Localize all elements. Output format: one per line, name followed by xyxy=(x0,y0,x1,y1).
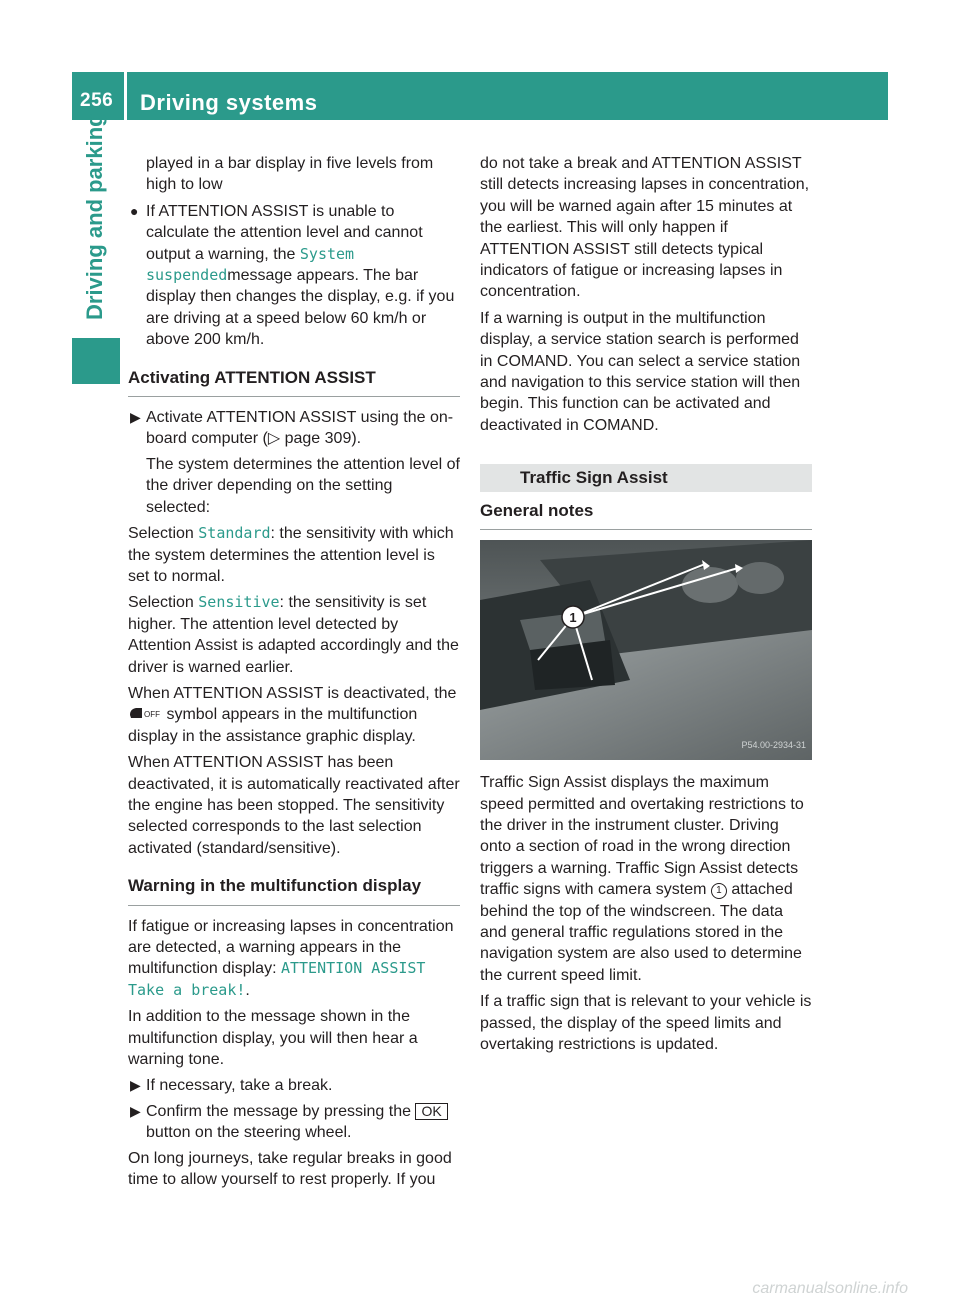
paragraph: In addition to the message shown in the multifunction display, you will then hear a warning tone. xyxy=(128,1008,418,1069)
display-message: Standard xyxy=(198,524,271,543)
windscreen-camera-figure xyxy=(480,540,812,760)
paragraph: On long journeys, take regular breaks in good time to allow yourself to rest properly. If you xyxy=(128,1149,452,1189)
paragraph: played in a bar display in five levels from high to low xyxy=(146,155,434,194)
left-column xyxy=(128,153,460,1195)
callout-1-icon: 1 xyxy=(711,883,727,899)
paragraph: Selection Sensitive: the sensitivity is set higher. The attention level detected by Attention Assist is adapted accordingly and the driver is warned earlier. xyxy=(128,593,459,676)
bullet-marker: ● xyxy=(130,202,139,219)
page-ref-icon: ▷ xyxy=(267,430,281,448)
instruction-item: ▶ If necessary, take a break. xyxy=(128,1075,460,1096)
paragraph: When ATTENTION ASSIST is deactivated, the OFF symbol appears in the multifunction display in the assistance graphic display. xyxy=(128,684,457,745)
subheading-activating: Activating ATTENTION ASSIST xyxy=(128,367,460,397)
paragraph: When ATTENTION ASSIST has been deactivated, it is automatically reactivated after the engine has been stopped. The sensitivity selected corresponds to the last selection activated (standard/sensitive). xyxy=(128,754,460,857)
figure-callout-1: 1 xyxy=(569,610,577,626)
car-interior-illustration xyxy=(480,540,812,760)
display-message: System suspended xyxy=(146,244,355,285)
paragraph: If a traffic sign that is relevant to your vehicle is passed, the display of the speed limits and overtaking restrictions is updated. xyxy=(480,993,812,1053)
header-divider xyxy=(124,72,127,120)
instruction-item: ▶ Confirm the message by pressing the OK button on the steering wheel. xyxy=(128,1101,460,1144)
instruction-arrow-icon: ▶ xyxy=(130,409,141,426)
paragraph: Selection Standard: the sensitivity with which the system determines the attention level is set to normal. xyxy=(128,524,454,585)
bullet-item: ● If ATTENTION ASSIST is unable to calculate the attention level and cannot output a warning, the System suspendedmessage appears. The bar display then changes the display, e.g. if you are driving at a speed below 60 km/h or above 200 km/h. xyxy=(130,202,455,349)
paragraph: do not take a break and ATTENTION ASSIST still detects increasing lapses in concentration, you will be warned again after 15 minutes at the earliest. This will only happen if ATTENTION ASSIST still detects typical indicators of fatigue or increasing lapses in concentration. xyxy=(480,155,810,301)
subheading-general-notes: General notes xyxy=(480,500,812,530)
right-column xyxy=(480,153,812,1060)
side-tab-label: Driving and parking xyxy=(82,113,107,320)
paragraph: If fatigue or increasing lapses in concentration are detected, a warning appears in the multifunction display: ATTENTION ASSIST Take a break!. xyxy=(128,917,454,999)
instruction-item: ▶ Activate ATTENTION ASSIST using the on-board computer (▷ page 309). xyxy=(130,409,454,448)
display-message: Sensitive xyxy=(198,593,280,612)
instruction-arrow-icon: ▶ xyxy=(130,1102,141,1119)
ok-key-icon: OK xyxy=(415,1103,447,1120)
subheading-warning: Warning in the multifunction display xyxy=(128,875,460,905)
attention-assist-off-icon xyxy=(128,705,162,719)
section-title: Driving systems xyxy=(140,90,318,115)
display-message: Take a break! xyxy=(128,980,246,999)
paragraph: Traffic Sign Assist displays the maximum speed permitted and overtaking restrictions to the driver in the instrument cluster. Driving onto a section of road in the wrong direction triggers a warning. Traffic Sign Assist detects traffic signs with camera system 1 attached behind the top of the windscreen. The data and general traffic regulations stored in the navigation system are also used to determine the current speed limit. xyxy=(480,774,804,984)
footer-watermark: carmanualsonline.info xyxy=(752,1280,908,1297)
instruction-arrow-icon: ▶ xyxy=(130,1077,141,1094)
section-heading-traffic-sign-assist: Traffic Sign Assist xyxy=(480,464,812,491)
display-message: ATTENTION ASSIST xyxy=(280,959,426,978)
svg-text:OFF: OFF xyxy=(144,710,160,720)
figure-code: P54.00-2934-31 xyxy=(741,739,806,750)
paragraph: The system determines the attention level of the driver depending on the setting selected: xyxy=(146,455,460,516)
side-tab-marker xyxy=(72,338,120,384)
page-number: 256 xyxy=(80,90,114,111)
paragraph: If a warning is output in the multifunction display, a service station search is performed in COMAND. You can select a service station and navigation to this service station will then begin. This function can be activated and deactivated in COMAND. xyxy=(480,309,801,434)
